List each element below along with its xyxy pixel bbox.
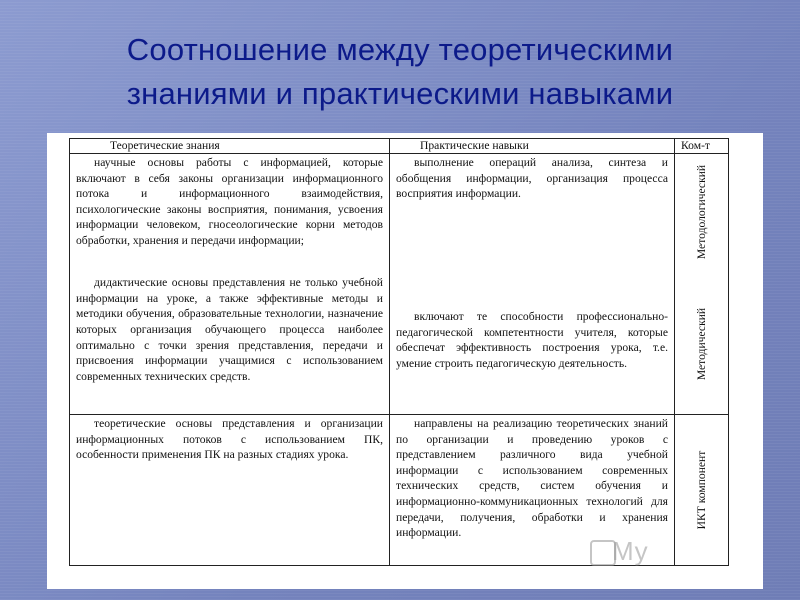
slide-title xyxy=(40,28,760,116)
row1-theory-text: научные основы работы с информацией, которые включают в себя законы организации информационного потока и информационного взаимодействия, психологические законы восприятия, понимания, усвоения информации человеком, гносеологические корни методов обработки, хранения и передачи информации; xyxy=(76,156,383,247)
table-row xyxy=(70,154,729,275)
slide-title-line1: Соотношение между теоретическими xyxy=(126,32,674,67)
header-theory: Теоретические знания xyxy=(70,139,390,154)
row2-practice-text: включают те способности профессионально-педагогической компетентности учителя, которые обеспечат эффективность построения урока, т.е. умение строить педагогическую деятельность. xyxy=(396,310,668,370)
ict-component-cell xyxy=(675,415,729,566)
component-label-methodological: Методологический xyxy=(694,164,708,260)
row1-theory-cell xyxy=(70,154,390,275)
row3-theory-text: теоретические основы представления и организации информационных потоков с использованием ПК, особенности применения ПК на разных стадиях урока. xyxy=(76,417,383,462)
table-header-row xyxy=(70,139,729,154)
comparison-table xyxy=(69,138,729,566)
methodological-component-cell xyxy=(675,154,729,415)
row3-practice-text: направлены на реализацию теоретических знаний по организации и проведению уроков с представлением различного вида учебной информации с использованием современных технических средств, систем обучения и информационно-коммуникационных технологий для передачи, получения, обработки и хранения информации. xyxy=(396,417,668,540)
slide-title-line2: знаниями и практическими навыками xyxy=(126,76,674,111)
header-practice: Практические навыки xyxy=(390,139,675,154)
component-label-methodical: Методический xyxy=(694,307,708,381)
row2-practice-cell xyxy=(390,274,675,414)
document-image xyxy=(47,133,763,589)
row2-theory-text: дидактические основы представления не только учебной информации на уроке, а также эффективные методы и методики обучения, образовательные технологии, назначение которых организация обучающего процесса наиболее оптимально с точки зрения представления, передачи и присвоения информации учащимися с использованием современных технических средств. xyxy=(76,276,383,383)
row1-practice-cell xyxy=(390,154,675,275)
row2-practice-spacer xyxy=(396,275,668,309)
table-row xyxy=(70,274,729,414)
watermark-text: My xyxy=(612,536,649,566)
row2-theory-cell xyxy=(70,274,390,414)
component-label-ict: ИКТ компонент xyxy=(694,450,708,530)
header-component: Ком-т xyxy=(675,139,729,154)
row3-theory-cell xyxy=(70,415,390,566)
row1-practice-text: выполнение операций анализа, синтеза и обобщения информации, организация процесса восприятия информации. xyxy=(396,156,668,201)
